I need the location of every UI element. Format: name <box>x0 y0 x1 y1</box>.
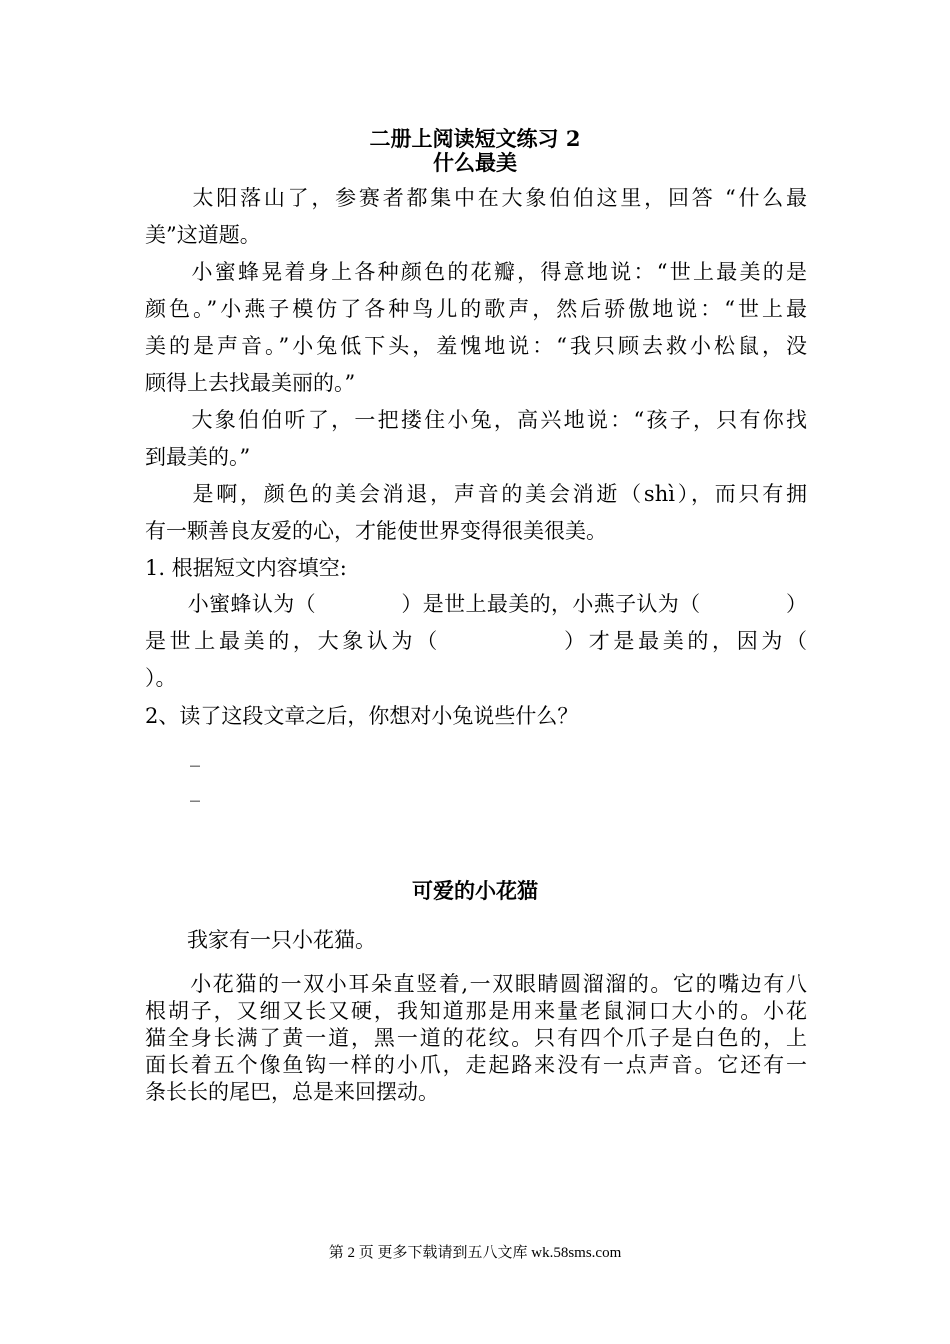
article2-intro: 我家有一只小花猫。 <box>145 928 376 952</box>
question-1-line-2: 是世上最美的，大象认为（ ）才是最美的，因为（ <box>145 629 807 653</box>
article1-line-1: 太阳落山了，参赛者都集中在大象伯伯这里，回答 “什么最 <box>145 186 807 210</box>
question-1-line-1: 小蜜蜂认为（ ）是世上最美的，小燕子认为（ ） <box>145 592 807 616</box>
article1-line-9: 是啊，颜色的美会消退，声音的美会消逝（shì），而只有拥 <box>145 482 807 506</box>
question-1-line-3: ）。 <box>145 666 177 690</box>
article2-line-1: 小花猫的一双小耳朵直竖着,一双眼睛圆溜溜的。它的嘴边有八 <box>145 972 807 996</box>
article1-line-4: 颜色。”小燕子模仿了各种鸟儿的歌声，然后骄傲地说：“世上最 <box>145 297 807 321</box>
article2-line-3: 猫全身长满了黄一道，黑一道的花纹。只有四个爪子是白色的，上 <box>145 1026 807 1050</box>
article2-title: 可爱的小花猫 <box>412 878 538 903</box>
article1-line-2: 美”这道题。 <box>145 223 261 247</box>
article2-line-5: 条长长的尾巴，总是来回摆动。 <box>145 1080 439 1104</box>
article1-line-3: 小蜜蜂晃着身上各种颜色的花瓣，得意地说：“世上最美的是 <box>145 260 807 284</box>
article1-line-10: 有一颗善良友爱的心，才能使世界变得很美很美。 <box>145 519 607 543</box>
page-footer: 第 2 页 更多下载请到五八文库 wk.58sms.com <box>328 1245 622 1261</box>
article1-title: 二册上阅读短文练习 2 <box>369 126 581 151</box>
question-2-heading: 2、读了这段文章之后，你想对小兔说些什么？ <box>145 704 579 728</box>
answer-blank-1[interactable]: _ <box>190 743 200 767</box>
answer-blank-2[interactable]: _ <box>190 778 200 802</box>
article1-subtitle: 什么最美 <box>433 150 517 175</box>
article1-line-7: 大象伯伯听了，一把搂住小兔，高兴地说：“孩子，只有你找 <box>145 408 807 432</box>
article2-line-2: 根胡子，又细又长又硬，我知道那是用来量老鼠洞口大小的。小花 <box>145 999 807 1023</box>
article1-line-5: 美的是声音。”小兔低下头，羞愧地说：“我只顾去救小松鼠，没 <box>145 334 807 358</box>
article1-line-6: 顾得上去找最美丽的。” <box>145 371 356 395</box>
article2-line-4: 面长着五个像鱼钩一样的小爪，走起路来没有一点声音。它还有一 <box>145 1053 807 1077</box>
article1-line-8: 到最美的。” <box>145 445 251 469</box>
question-1-heading: 1. 根据短文内容填空: <box>145 556 347 580</box>
